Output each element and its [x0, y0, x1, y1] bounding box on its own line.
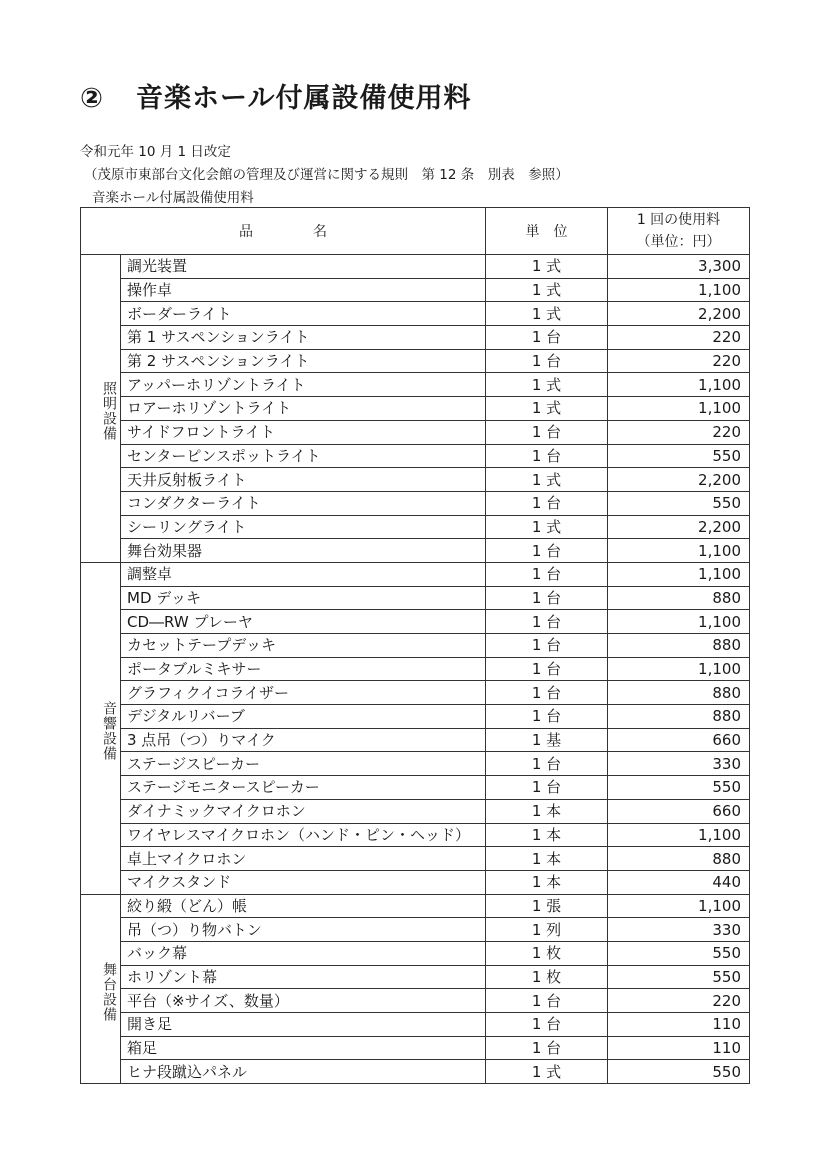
item-name: 操作卓: [121, 278, 486, 302]
item-unit: 1 張: [486, 894, 608, 918]
item-price: 220: [608, 420, 750, 444]
item-price: 1,100: [608, 373, 750, 397]
item-price: 3,300: [608, 255, 750, 279]
table-row: [81, 397, 750, 421]
item-name: ステージスピーカー: [121, 752, 486, 776]
item-unit: 1 列: [486, 918, 608, 942]
fee-table: [80, 207, 750, 1084]
category-label: 舞台設備: [81, 894, 121, 1084]
item-unit: 1 台: [486, 610, 608, 634]
header-fee: [608, 208, 750, 255]
item-name: 箱足: [121, 1036, 486, 1060]
item-unit: 1 台: [486, 420, 608, 444]
item-unit: 1 台: [486, 989, 608, 1013]
table-row: [81, 515, 750, 539]
table-row: [81, 1036, 750, 1060]
table-row: [81, 491, 750, 515]
item-name: ヒナ段蹴込パネル: [121, 1060, 486, 1084]
item-name: 第 2 サスペンションライト: [121, 349, 486, 373]
table-row: [81, 965, 750, 989]
item-unit: 1 台: [486, 326, 608, 350]
item-unit: 1 枚: [486, 965, 608, 989]
item-price: 880: [608, 847, 750, 871]
item-price: 220: [608, 989, 750, 1013]
item-unit: 1 式: [486, 278, 608, 302]
table-row: [81, 799, 750, 823]
item-price: 1,100: [608, 539, 750, 563]
item-unit: 1 台: [486, 705, 608, 729]
item-name: CD―RW プレーヤ: [121, 610, 486, 634]
table-row: [81, 278, 750, 302]
item-unit: 1 式: [486, 373, 608, 397]
item-price: 110: [608, 1036, 750, 1060]
item-price: 220: [608, 349, 750, 373]
item-price: 550: [608, 941, 750, 965]
item-price: 660: [608, 799, 750, 823]
item-name: コンダクターライト: [121, 491, 486, 515]
table-row: [81, 1060, 750, 1084]
item-unit: 1 台: [486, 634, 608, 658]
category-label: 音響設備: [81, 562, 121, 894]
item-price: 550: [608, 1060, 750, 1084]
header-item-name: 品名: [81, 208, 486, 255]
item-price: 660: [608, 728, 750, 752]
item-price: 880: [608, 681, 750, 705]
item-price: 1,100: [608, 894, 750, 918]
table-body: [81, 255, 750, 1084]
item-unit: 1 基: [486, 728, 608, 752]
item-unit: 1 式: [486, 1060, 608, 1084]
item-name: ホリゾント幕: [121, 965, 486, 989]
header-fee-line2: （単位：円）: [636, 234, 721, 250]
table-row: [81, 941, 750, 965]
title-number: ②: [80, 83, 104, 114]
item-unit: 1 本: [486, 847, 608, 871]
table-row: [81, 349, 750, 373]
item-name: グラフィクイコライザー: [121, 681, 486, 705]
table-row: [81, 444, 750, 468]
item-name: 第 1 サスペンションライト: [121, 326, 486, 350]
item-unit: 1 台: [486, 586, 608, 610]
table-header-row: [81, 208, 750, 255]
table-row: [81, 610, 750, 634]
item-name: カセットテープデッキ: [121, 634, 486, 658]
item-unit: 1 式: [486, 302, 608, 326]
table-row: [81, 776, 750, 800]
item-price: 1,100: [608, 278, 750, 302]
item-name: ボーダーライト: [121, 302, 486, 326]
revision-date: 令和元年 10 月 1 日改定: [80, 144, 231, 160]
item-name: シーリングライト: [121, 515, 486, 539]
item-unit: 1 台: [486, 491, 608, 515]
item-unit: 1 台: [486, 681, 608, 705]
category-label: 照明設備: [81, 255, 121, 563]
item-name: 開き足: [121, 1013, 486, 1037]
item-price: 1,100: [608, 823, 750, 847]
item-name: バック幕: [121, 941, 486, 965]
item-unit: 1 台: [486, 776, 608, 800]
table-row: [81, 823, 750, 847]
item-name: デジタルリバーブ: [121, 705, 486, 729]
item-name: MD デッキ: [121, 586, 486, 610]
regulation-reference: （茂原市東部台文化会館の管理及び運営に関する規則 第 12 条 別表 参照）: [84, 167, 569, 183]
item-name: ワイヤレスマイクロホン（ハンド・ピン・ヘッド）: [121, 823, 486, 847]
item-unit: 1 式: [486, 515, 608, 539]
table-row: [81, 539, 750, 563]
item-name: 卓上マイクロホン: [121, 847, 486, 871]
table-row: [81, 468, 750, 492]
item-price: 2,200: [608, 468, 750, 492]
table-row: [81, 728, 750, 752]
table-row: [81, 989, 750, 1013]
item-price: 1,100: [608, 562, 750, 586]
table-row: [81, 705, 750, 729]
item-unit: 1 台: [486, 1013, 608, 1037]
item-name: 平台（※サイズ、数量）: [121, 989, 486, 1013]
item-price: 330: [608, 752, 750, 776]
item-unit: 1 本: [486, 823, 608, 847]
item-unit: 1 式: [486, 255, 608, 279]
table-row: [81, 681, 750, 705]
item-price: 880: [608, 634, 750, 658]
title-text: 音楽ホール付属設備使用料: [136, 83, 472, 114]
item-price: 110: [608, 1013, 750, 1037]
item-price: 330: [608, 918, 750, 942]
item-name: ダイナミックマイクロホン: [121, 799, 486, 823]
item-price: 550: [608, 491, 750, 515]
page-title: [80, 76, 471, 115]
item-price: 880: [608, 586, 750, 610]
item-name: 調整卓: [121, 562, 486, 586]
table-row: [81, 255, 750, 279]
item-unit: 1 本: [486, 799, 608, 823]
item-price: 2,200: [608, 302, 750, 326]
table-row: [81, 752, 750, 776]
table-caption: 音楽ホール付属設備使用料: [92, 190, 254, 206]
table-row: [81, 420, 750, 444]
item-name: 絞り緞（どん）帳: [121, 894, 486, 918]
item-name: 天井反射板ライト: [121, 468, 486, 492]
item-name: ロアーホリゾントライト: [121, 397, 486, 421]
item-unit: 1 台: [486, 1036, 608, 1060]
item-name: ポータブルミキサー: [121, 657, 486, 681]
table-row: [81, 326, 750, 350]
item-price: 550: [608, 444, 750, 468]
item-price: 1,100: [608, 397, 750, 421]
table-row: [81, 870, 750, 894]
item-unit: 1 本: [486, 870, 608, 894]
table-row: [81, 586, 750, 610]
table-row: [81, 302, 750, 326]
table-row: [81, 562, 750, 586]
item-price: 1,100: [608, 610, 750, 634]
table-row: [81, 657, 750, 681]
item-price: 1,100: [608, 657, 750, 681]
item-price: 550: [608, 965, 750, 989]
item-name: センターピンスポットライト: [121, 444, 486, 468]
item-name: 調光装置: [121, 255, 486, 279]
item-unit: 1 台: [486, 562, 608, 586]
item-price: 220: [608, 326, 750, 350]
table-row: [81, 1013, 750, 1037]
header-unit: 単位: [486, 208, 608, 255]
item-unit: 1 台: [486, 349, 608, 373]
item-name: アッパーホリゾントライト: [121, 373, 486, 397]
item-unit: 1 式: [486, 397, 608, 421]
header-fee-line1: 1 回の使用料: [636, 212, 721, 228]
table-row: [81, 634, 750, 658]
item-name: マイクスタンド: [121, 870, 486, 894]
table-row: [81, 373, 750, 397]
item-unit: 1 台: [486, 752, 608, 776]
item-name: 舞台効果器: [121, 539, 486, 563]
item-unit: 1 台: [486, 539, 608, 563]
item-name: 吊（つ）り物バトン: [121, 918, 486, 942]
item-unit: 1 式: [486, 468, 608, 492]
item-price: 440: [608, 870, 750, 894]
item-name: ステージモニタースピーカー: [121, 776, 486, 800]
table-row: [81, 894, 750, 918]
item-name: 3 点吊（つ）りマイク: [121, 728, 486, 752]
item-unit: 1 台: [486, 657, 608, 681]
table-row: [81, 847, 750, 871]
item-unit: 1 枚: [486, 941, 608, 965]
item-price: 2,200: [608, 515, 750, 539]
item-price: 880: [608, 705, 750, 729]
item-unit: 1 台: [486, 444, 608, 468]
item-name: サイドフロントライト: [121, 420, 486, 444]
table-row: [81, 918, 750, 942]
item-price: 550: [608, 776, 750, 800]
